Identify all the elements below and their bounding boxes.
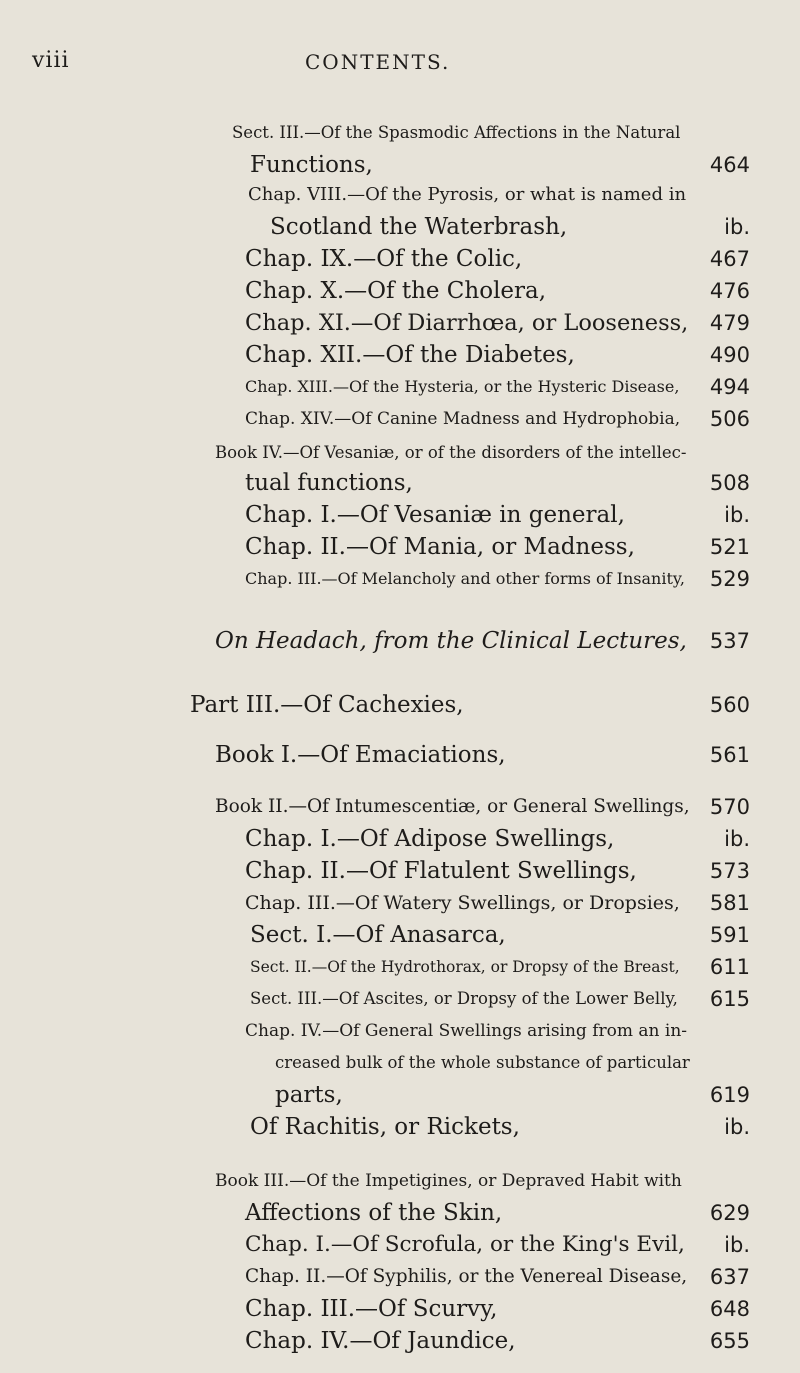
toc-entry [0,1016,800,1046]
toc-entry-page: 581 [709,891,750,915]
page-number: viii [32,48,70,73]
toc-entry-page: 573 [709,859,750,883]
toc-entry [0,1048,800,1078]
toc-entry-title: tual functions, [245,470,413,496]
toc-entry [0,1198,800,1228]
toc-entry [0,888,800,918]
toc-entry-page: 506 [709,407,750,431]
toc-entry [0,824,800,854]
toc-entry [0,1262,800,1292]
toc-entry [0,1080,800,1110]
toc-entry-title: Chap. VIII.—Of the Pyrosis, or what is named in [248,184,687,205]
toc-entry-title: Chap. III.—Of Scurvy, [245,1296,498,1322]
toc-entry [0,308,800,338]
toc-entry [0,212,800,242]
toc-entry-page: 508 [709,471,750,495]
toc-entry [0,1294,800,1324]
toc-entry-title: Chap. III.—Of Watery Swellings, or Dropsies, [245,892,680,914]
toc-entry-page: 467 [709,247,750,271]
toc-entry-page: 561 [709,743,750,767]
toc-entry-page: ib. [724,215,750,239]
toc-entry [0,1112,800,1142]
toc-entry-page: 494 [709,375,750,399]
toc-entry-page: 615 [709,987,750,1011]
toc-entry-page: 611 [709,955,750,979]
toc-entry-title: Chap. I.—Of Scrofula, or the King's Evil, [245,1232,685,1257]
toc-entry-page: 464 [709,153,750,177]
toc-entry [0,920,800,950]
toc-entry-page: ib. [724,503,750,527]
toc-entry-title: Part III.—Of Cachexies, [190,692,464,718]
toc-entry-page: 560 [709,693,750,717]
toc-entry-page: 648 [709,1297,750,1321]
toc-entry-title: parts, [275,1082,343,1108]
toc-entry-title: Chap. IX.—Of the Colic, [245,246,523,272]
toc-entry-title: Sect. II.—Of the Hydrothorax, or Dropsy of the Breast, [250,958,680,976]
toc-entry [0,340,800,370]
toc-entry-page: 490 [709,343,750,367]
toc-entry-page: 629 [709,1201,750,1225]
toc-entry [0,626,800,656]
toc-entry-title: Scotland the Waterbrash, [270,214,568,240]
toc-entry-page: 476 [709,279,750,303]
toc-entry-title: Of Rachitis, or Rickets, [250,1114,520,1140]
toc-entry [0,740,800,770]
toc-entry-page: 591 [709,923,750,947]
toc-entry-page: 479 [709,311,750,335]
toc-entry-title: Affections of the Skin, [245,1200,503,1226]
toc-entry [0,984,800,1014]
toc-entry-page: 529 [709,567,750,591]
toc-entry-title: Chap. II.—Of Syphilis, or the Venereal Disease, [245,1266,688,1287]
toc-entry [0,952,800,982]
toc-entry-title: Chap. XIV.—Of Canine Madness and Hydrophobia, [245,409,681,429]
toc-entry-page: 570 [709,795,750,819]
toc-entry-title: Chap. IV.—Of General Swellings arising from an in- [245,1021,688,1041]
toc-entry-title: Chap. X.—Of the Cholera, [245,278,547,304]
toc-entry [0,468,800,498]
toc-entry [0,500,800,530]
toc-entry [0,532,800,562]
toc-entry-page: 637 [709,1265,750,1289]
toc-entry-title: Chap. I.—Of Adipose Swellings, [245,826,615,852]
toc-entry-title: creased bulk of the whole substance of particular [275,1053,690,1072]
toc-entry-title: Book IV.—Of Vesaniæ, or of the disorders of the intellec- [215,443,687,462]
toc-entry [0,276,800,306]
toc-entry-page: 655 [709,1329,750,1353]
toc-entry-page: ib. [724,1115,750,1139]
toc-entry [0,1166,800,1196]
toc-entry-title: Chap. III.—Of Melancholy and other forms of Insanity, [245,569,685,588]
toc-entry-title: Book III.—Of the Impetigines, or Depraved Habit with [215,1171,682,1191]
toc-entry-title: Chap. II.—Of Mania, or Madness, [245,534,635,560]
toc-entry [0,244,800,274]
toc-entry [0,438,800,468]
toc-entry [0,372,800,402]
toc-entry-page: ib. [724,1233,750,1257]
toc-entry [0,564,800,594]
toc-entry [0,1326,800,1356]
toc-entry-title: Sect. III.—Of the Spasmodic Affections in the Natural [232,123,681,142]
toc-entry-title: Chap. XI.—Of Diarrhœa, or Looseness, [245,310,689,336]
toc-entry-title: Chap. I.—Of Vesaniæ in general, [245,502,625,528]
toc-entry-title: Book II.—Of Intumescentiæ, or General Swellings, [215,796,690,817]
toc-entry-title: Chap. IV.—Of Jaundice, [245,1328,516,1354]
toc-entry-title: Chap. II.—Of Flatulent Swellings, [245,858,637,884]
toc-entry [0,118,800,148]
toc-entry [0,690,800,720]
toc-entry [0,792,800,822]
toc-entry-title: On Headach, from the Clinical Lectures, [215,628,687,654]
toc-entry [0,150,800,180]
running-title: CONTENTS. [305,50,451,74]
toc-entry-page: 537 [709,629,750,653]
toc-entry [0,856,800,886]
toc-entry-title: Functions, [250,152,373,178]
toc-entry-title: Chap. XIII.—Of the Hysteria, or the Hysteric Disease, [245,377,680,396]
toc-entry-page: ib. [724,827,750,851]
toc-entry-page: 619 [709,1083,750,1107]
toc-entry [0,1230,800,1260]
toc-entry-title: Book I.—Of Emaciations, [215,742,506,768]
toc-entry-page: 521 [709,535,750,559]
toc-entry-title: Sect. I.—Of Anasarca, [250,922,506,948]
toc-entry-title: Chap. XII.—Of the Diabetes, [245,342,575,368]
toc-entry-title: Sect. III.—Of Ascites, or Dropsy of the Lower Belly, [250,989,678,1008]
toc-entry [0,180,800,210]
toc-entry [0,404,800,434]
